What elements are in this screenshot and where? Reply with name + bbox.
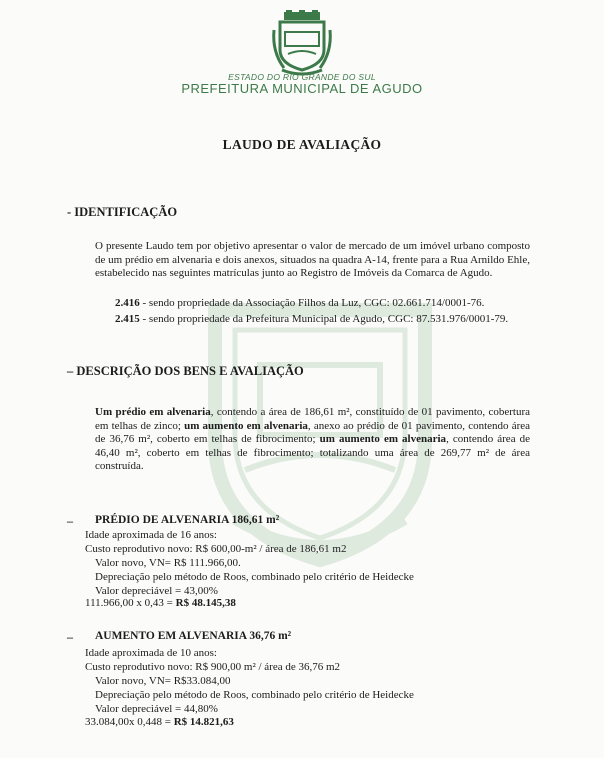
item-calc-expression: 33.084,00x 0,448 = — [85, 716, 174, 728]
item-dash: – — [67, 630, 73, 644]
item-valor-depreciavel: Valor depreciável = 43,00% — [95, 585, 218, 597]
descricao-paragraph — [95, 406, 530, 474]
matricula-line — [115, 297, 484, 309]
item-idade: Idade aproximada de 10 anos: — [85, 647, 217, 659]
item-custo: Custo reprodutivo novo: R$ 900,00 m² / área de 36,76 m2 — [85, 661, 341, 673]
descricao-text-1: , contendo a área de 186,61 m², constituído de 01 pavimento, cobertura em telhas de zinco; — [95, 406, 530, 432]
descricao-text-2: , anexo ao prédio de 01 pavimento, contendo área de 36,76 m², coberto em telhas de fibrocimento; — [95, 419, 531, 445]
document-title: LAUDO DE AVALIAÇÃO — [222, 137, 382, 152]
item-calculo — [85, 597, 236, 609]
item-valor-depreciavel: Valor depreciável = 44,80% — [95, 703, 218, 715]
section-identificacao-heading: - IDENTIFICAÇÃO — [67, 205, 178, 219]
item-calc-result: R$ 14.821,63 — [173, 716, 234, 728]
item-valor-novo: Valor novo, VN= R$33.084,00 — [95, 675, 231, 687]
matricula-number: 2.416 — [115, 297, 140, 309]
item-custo: Custo reprodutivo novo: R$ 600,00-m² / área de 186,61 m2 — [85, 543, 347, 555]
item-calc-result: R$ 48.145,38 — [175, 597, 236, 609]
matricula-number: 2.415 — [115, 313, 140, 325]
item-depreciacao: Depreciação pelo método de Roos, combinado pelo critério de Heidecke — [95, 571, 414, 583]
item-calculo — [85, 716, 234, 728]
item-title: PRÉDIO DE ALVENARIA 186,61 m² — [95, 514, 280, 526]
section-descricao-heading: – DESCRIÇÃO DOS BENS E AVALIAÇÃO — [67, 364, 304, 378]
item-calc-expression: 111.966,00 x 0,43 = — [85, 597, 176, 609]
item-idade: Idade aproximada de 16 anos: — [85, 529, 217, 541]
descricao-bold-3: um aumento em alvenaria — [319, 433, 447, 445]
header-state: ESTADO DO RIO GRANDE DO SUL — [228, 72, 376, 82]
item-valor-novo: Valor novo, VN= R$ 111.966,00. — [95, 557, 241, 569]
identificacao-paragraph: O presente Laudo tem por objetivo apresentar o valor de mercado de um imóvel urbano composto de um prédio em alvenaria e dois anexos, situados na quadra A-14, frente para a Rua Arnildo Ehle, estabelecido nas seguintes matrículas junto ao Registro de Imóveis da Comarca de Agudo. — [95, 240, 530, 279]
item-depreciacao: Depreciação pelo método de Roos, combinado pelo critério de Heidecke — [95, 689, 414, 701]
item-title: AUMENTO EM ALVENARIA 36,76 m² — [95, 630, 292, 642]
header-prefeitura: PREFEITURA MUNICIPAL DE AGUDO — [181, 81, 423, 96]
item-dash: – — [67, 514, 73, 528]
descricao-bold-1: Um prédio em alvenaria — [95, 406, 211, 418]
matricula-text: - sendo propriedade da Associação Filhos da Luz, CGC: 02.661.714/0001-76. — [139, 297, 485, 309]
matricula-text: - sendo propriedade da Prefeitura Municipal de Agudo, CGC: 87.531.976/0001-79. — [139, 313, 509, 325]
descricao-bold-2: um aumento em alvenaria — [184, 419, 308, 432]
municipal-coat-of-arms-icon — [270, 10, 334, 76]
matricula-line — [115, 313, 508, 325]
descricao-text-3: , contendo área de 46,40 m², coberto em telhas de fibrocimento; totalizando uma área de 269,77 m² de área construída. — [95, 433, 531, 472]
